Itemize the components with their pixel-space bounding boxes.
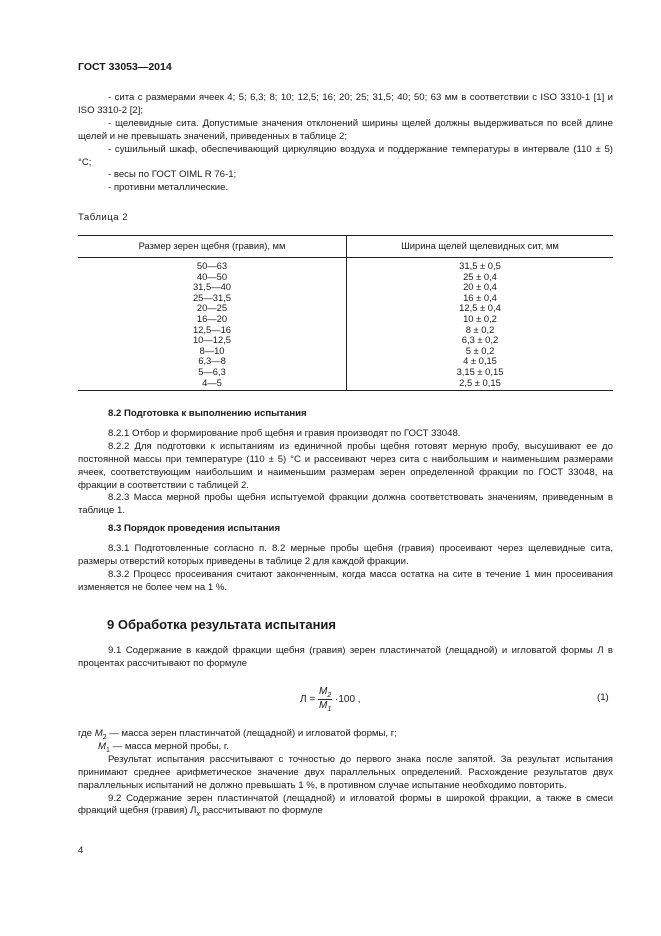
- table-row: [78, 314, 613, 325]
- paragraph: Результат испытания рассчитывают с точностью до первого знака после запятой. За результат испытания принимают среднее арифметическое значение двух параллельных определений. Расхождение результатов двух параллельных испытаний не должно превышать 1 %, в противном случае испытание необходимо повторить.: [78, 753, 613, 791]
- cell-slot-width: 12,5 ± 0,4: [459, 302, 501, 314]
- cell-slot-width: 5 ± 0,2: [465, 344, 495, 356]
- table-row: [78, 258, 613, 272]
- section-heading: 8.2 Подготовка к выполнению испытания: [108, 408, 307, 419]
- cell-slot-width: 20 ± 0,4: [463, 281, 497, 293]
- paragraph: 8.2.1 Отбор и формирование проб щебня и гравия производят по ГОСТ 33048.: [108, 427, 461, 439]
- list-item: - сушильный шкаф, обеспечивающий циркуляцию воздуха и поддержание температуры в интервале (110 ± 5) °С;: [78, 143, 613, 168]
- paragraph: 8.2.3 Масса мерной пробы щебня испытуемой фракции должна соответствовать значениям, приведенным в таблице 1.: [78, 492, 613, 517]
- cell-slot-width: 16 ± 0,4: [463, 291, 497, 303]
- cell-grain-size: 50—63: [78, 258, 347, 272]
- cell-grain-size: 5—6,3: [78, 367, 347, 378]
- slot-sieve-table: [78, 235, 613, 391]
- table-row: [78, 367, 613, 378]
- equipment-list: [78, 92, 613, 195]
- table-caption: Таблица 2: [78, 212, 129, 223]
- cell-grain-size: 8—10: [78, 346, 347, 357]
- cell-grain-size: 20—25: [78, 303, 347, 314]
- table-row: [78, 346, 613, 357]
- formula-denominator-sub: 1: [327, 705, 332, 713]
- list-item: - щелевидные сита. Допустимые значения отклонений ширины щелей должны выдерживаться по всей длине щелей и не превышать значений, приведенных в таблице 2;: [78, 117, 613, 142]
- formula-numerator: M: [318, 686, 328, 697]
- list-item: - сита с размерами ячеек 4; 5; 6,3; 8; 10; 12,5; 16; 20; 25; 31,5; 40; 50; 63 мм в соответствии с ISO 3310-1 [1] и ISO 3310-2 [2];: [78, 92, 613, 116]
- cell-slot-width: 10 ± 0,2: [463, 312, 497, 324]
- table-row: [78, 325, 613, 336]
- cell-grain-size: 10—12,5: [78, 335, 347, 346]
- formula-numerator-sub: 2: [327, 692, 332, 699]
- section-9-body: [78, 728, 613, 818]
- formula-fraction: [318, 686, 332, 713]
- paragraph: 8.3.1 Подготовленные согласно п. 8.2 мерные пробы щебня (гравия) просеивают через щелевидные сита, размеры отверстий которых приведены в таблице 2 для каждой фракции.: [78, 543, 613, 568]
- paragraph: 8.2.2 Для подготовки к испытаниям из единичной пробы щебня готовят мерную пробу, высушивают ее до постоянной массы при температуре (110 ± 5) °С и рассеивают через сита с наибольшим и наименьшим размерами ячеек, соответствующим наибольшим и наименьшим размерам зерен определенной фракции по ГОСТ 33048, на фракции в соответствии с таблицей 2.: [78, 440, 613, 491]
- list-item: - весы по ГОСТ OIML R 76-1;: [108, 169, 237, 181]
- document-header: ГОСТ 33053—2014: [78, 61, 172, 73]
- formula-1: [300, 686, 361, 716]
- cell-grain-size: 31,5—40: [78, 282, 347, 293]
- cell-grain-size: 12,5—16: [78, 325, 347, 336]
- cell-grain-size: 25—31,5: [78, 293, 347, 304]
- table-row: [78, 378, 613, 391]
- cell-slot-width: 2,5 ± 0,15: [347, 378, 614, 391]
- cell-slot-width: 6,3 ± 0,2: [461, 334, 499, 346]
- formula-multiplier: ·100 ,: [335, 694, 361, 706]
- list-item: - противни металлические.: [108, 182, 229, 194]
- paragraph: 8.3.2 Процесс просеивания считают законченным, когда масса остатка на сите в течение 1 мин просеивания изменяется не более чем на 1 %.: [78, 568, 613, 593]
- table-row: [78, 335, 613, 346]
- cell-slot-width: 4 ± 0,15: [463, 355, 497, 367]
- table-row: [78, 303, 613, 314]
- table-header-slot-width: Ширина щелей щелевидных сит, мм: [347, 236, 614, 258]
- table-row: [78, 282, 613, 293]
- page-number: 4: [78, 845, 84, 856]
- table-row: [78, 272, 613, 283]
- paragraph: 9.1 Содержание в каждой фракции щебня (гравия) зерен пластинчатой (лещадной) и игловатой формы Л в процентах рассчитывают по формуле: [78, 645, 613, 669]
- cell-grain-size: 40—50: [78, 272, 347, 283]
- formula-denominator: M: [318, 699, 328, 711]
- cell-slot-width: 25 ± 0,4: [463, 270, 497, 282]
- where-m1: $M_1$ — масса мерной пробы, г.: [98, 740, 229, 754]
- table-row: [78, 293, 613, 304]
- cell-grain-size: 4—5: [78, 378, 347, 391]
- table-row: [78, 356, 613, 367]
- table-header-grain-size: Размер зерен щебня (гравия), мм: [78, 236, 347, 258]
- cell-slot-width: 3,15 ± 0,15: [456, 365, 504, 377]
- section-8-2: [78, 408, 613, 595]
- cell-grain-size: 6,3—8: [78, 356, 347, 367]
- cell-slot-width: 31,5 ± 0,5: [459, 260, 501, 271]
- section-9-intro: [78, 645, 613, 671]
- paragraph: 9.2 Содержание зерен пластинчатой (лещадной) и игловатой формы в широкой фракции, а также в смеси фракций щебня (гравия) $Л_x$ рассчитывают по формуле: [78, 792, 613, 819]
- section-heading: 8.3 Порядок проведения испытания: [108, 523, 281, 535]
- where-m2: где $M_2$ — масса зерен пластинчатой (лещадной) и игловатой формы, г;: [78, 728, 397, 741]
- formula-number: (1): [597, 692, 609, 703]
- section-9-heading: 9 Обработка результата испытания: [107, 617, 336, 632]
- cell-grain-size: 16—20: [78, 314, 347, 325]
- formula-lhs: Л =: [300, 694, 316, 706]
- cell-slot-width: 8 ± 0,2: [465, 323, 495, 335]
